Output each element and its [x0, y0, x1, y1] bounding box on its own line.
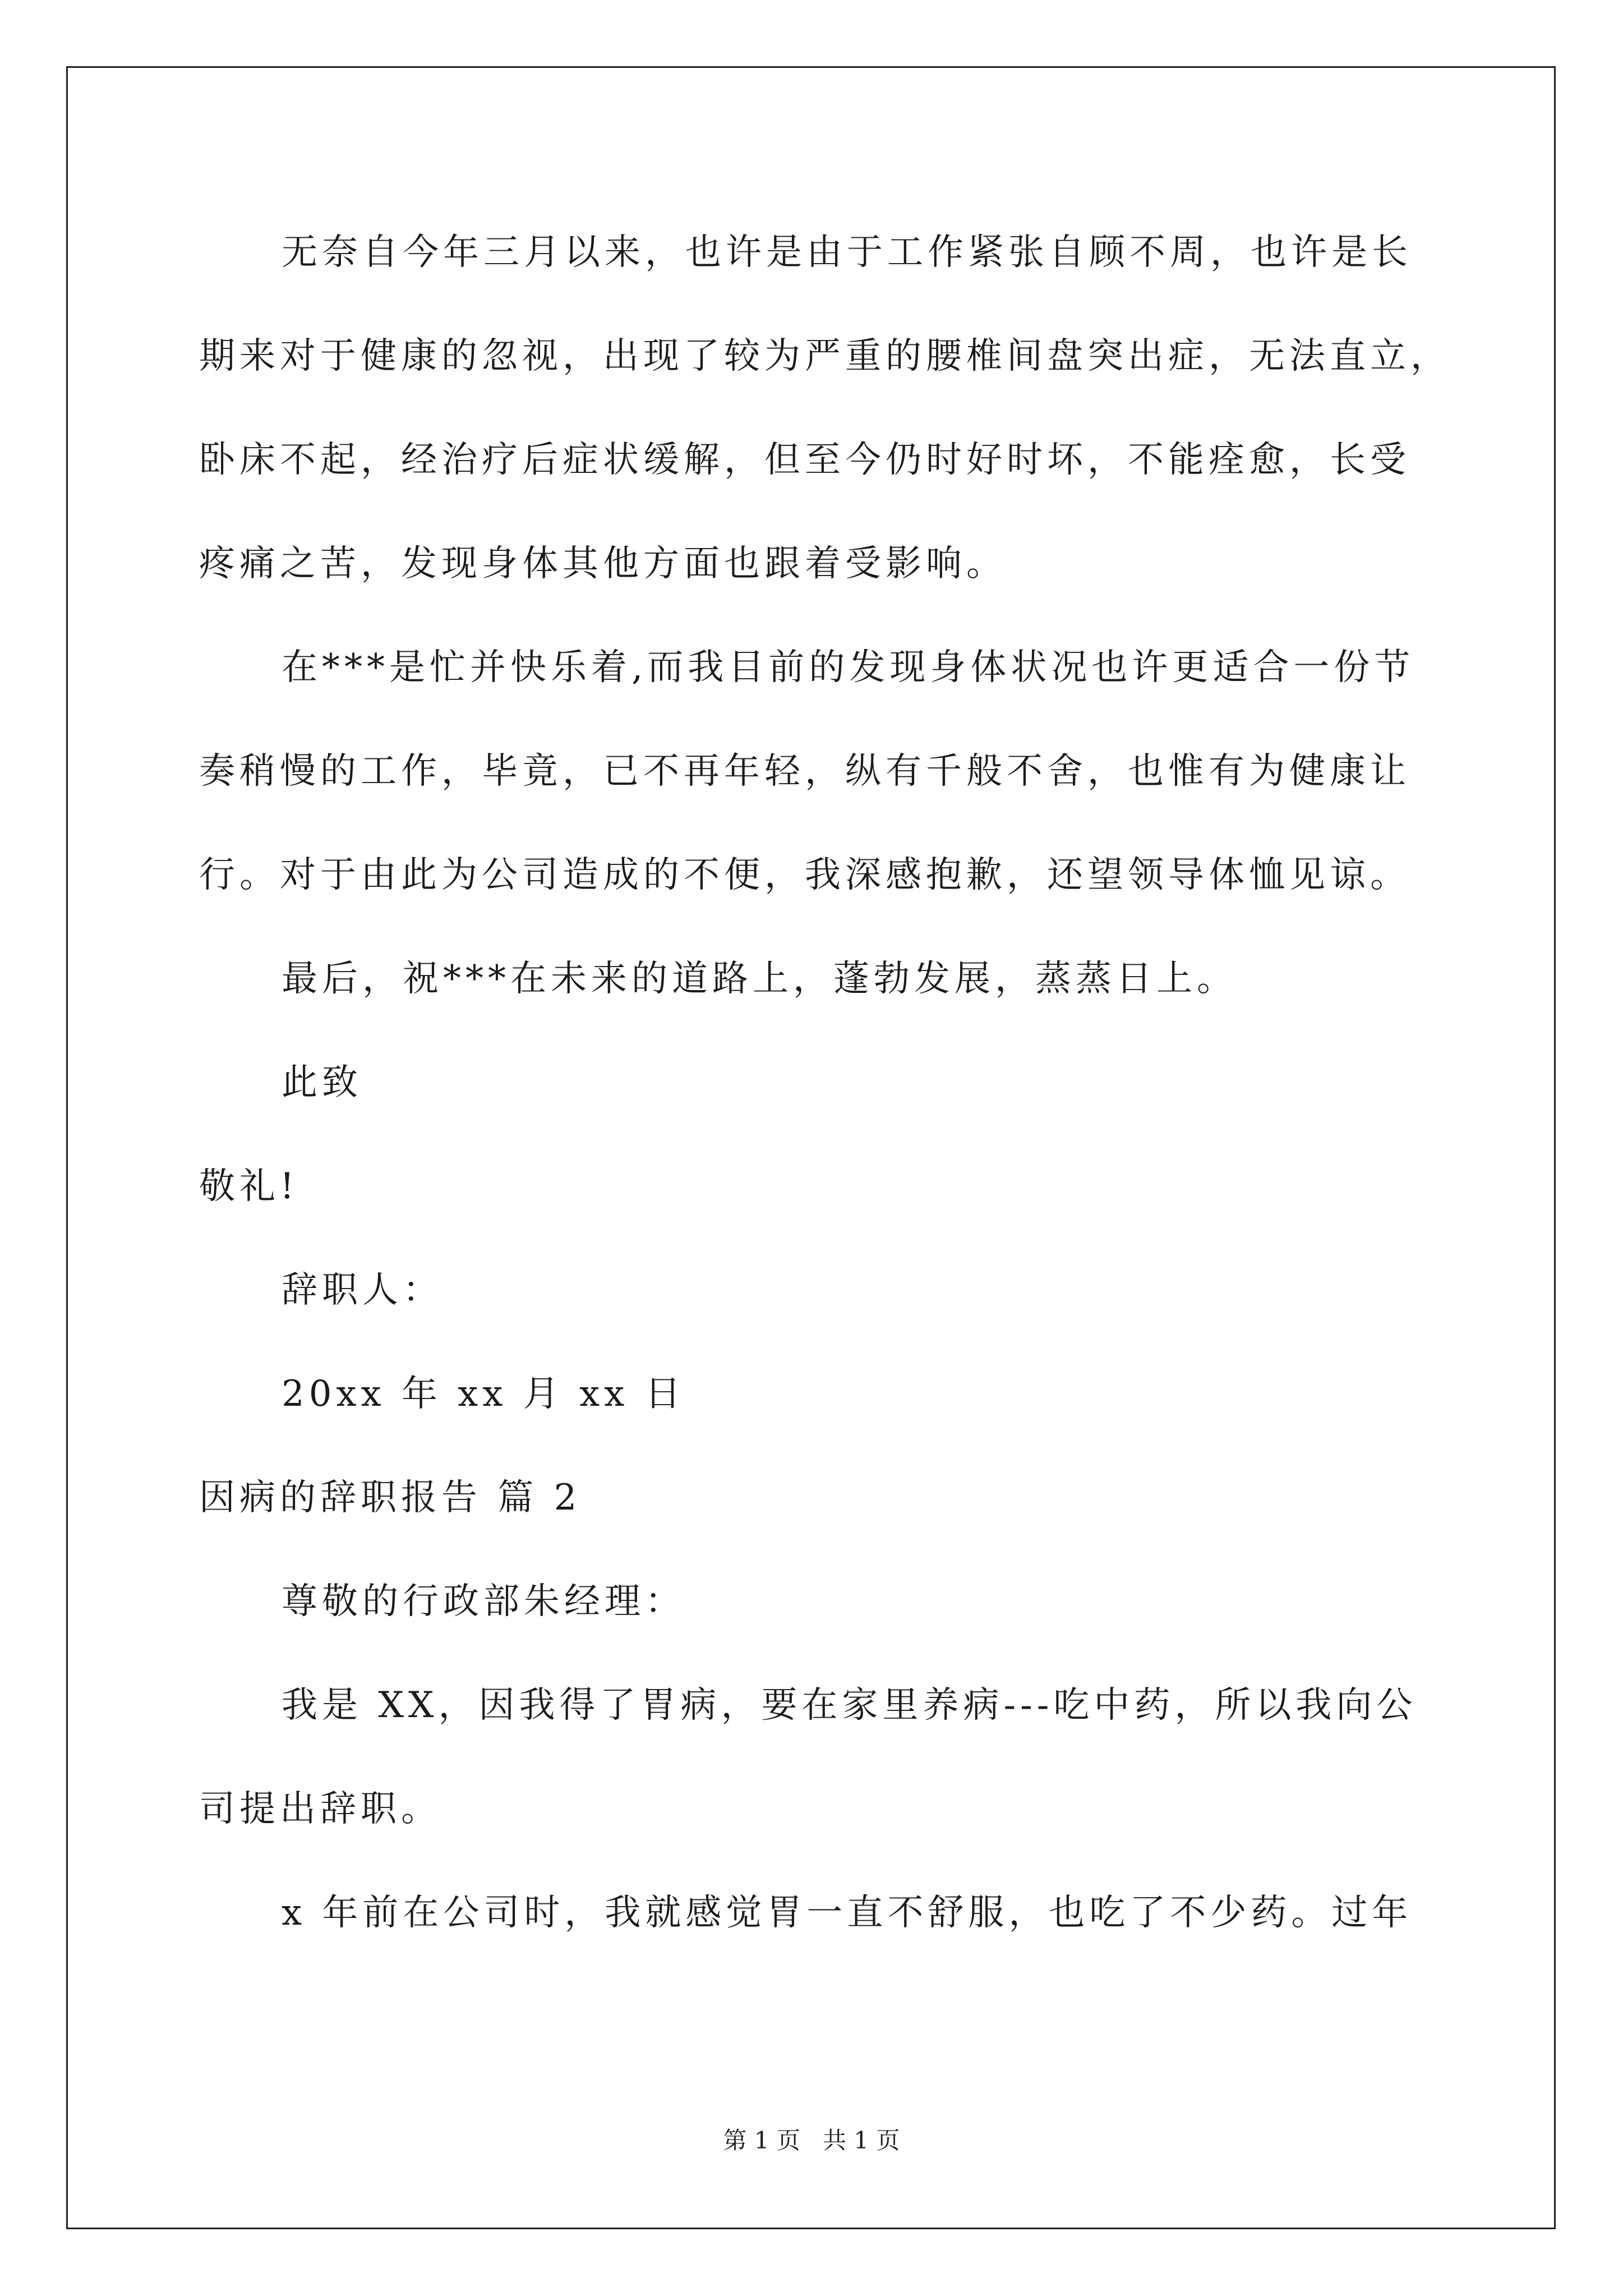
page-footer: 第 1 页 共 1 页	[723, 2127, 900, 2154]
paragraph-line: 无奈自今年三月以来，也许是由于工作紧张自顾不周，也许是长	[282, 232, 1412, 273]
paragraph-line: 疼痛之苦，发现身体其他方面也跟着受影响。	[199, 543, 1007, 585]
greeting-line: 尊敬的行政部朱经理：	[282, 1581, 685, 1622]
paragraph-line: 最后，祝***在未来的道路上，蓬勃发展，蒸蒸日上。	[282, 958, 1237, 1000]
paragraph-line: 期来对于健康的忽视，出现了较为严重的腰椎间盘突出症，无法直立，	[199, 335, 1451, 377]
signature-label: 辞职人：	[282, 1269, 443, 1311]
paragraph-line: 在***是忙并快乐着,而我目前的发现身体状况也许更适合一份节	[282, 647, 1415, 688]
section-heading: 因病的辞职报告 篇 2	[199, 1477, 582, 1519]
salutation-line: 敬礼!	[199, 1166, 299, 1207]
date-line: 20xx 年 xx 月 xx 日	[282, 1373, 685, 1415]
paragraph-line: 司提出辞职。	[199, 1788, 441, 1830]
paragraph-line: 行。对于由此为公司造成的不便，我深感抱歉，还望领导体恤见谅。	[199, 854, 1410, 896]
paragraph-line: 奏稍慢的工作，毕竟，已不再年轻，纵有千般不舍，也惟有为健康让	[199, 751, 1410, 792]
paragraph-line: 卧床不起，经治疗后症状缓解，但至今仍时好时坏，不能痊愈，长受	[199, 439, 1410, 481]
salutation-line: 此致	[282, 1062, 362, 1103]
paragraph-line: 我是 XX，因我得了胃病，要在家里养病---吃中药，所以我向公	[282, 1685, 1417, 1726]
paragraph-line: x 年前在公司时，我就感觉胃一直不舒服，也吃了不少药。过年	[282, 1892, 1413, 1934]
